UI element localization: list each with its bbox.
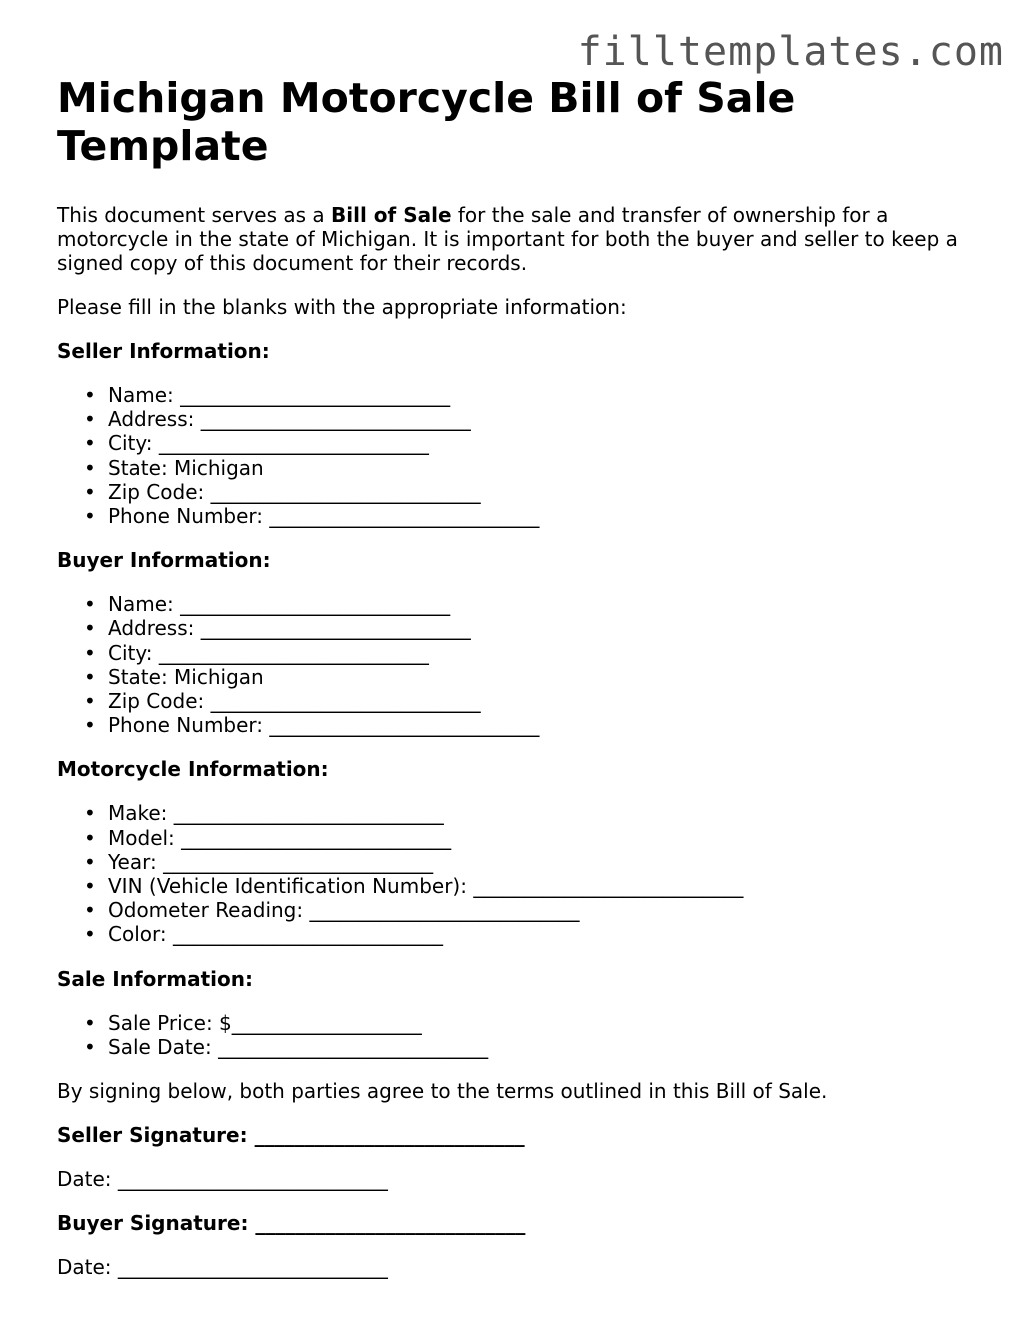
motorcycle-fields-list [57,801,987,946]
seller-address-field[interactable]: • Address: ___________________________ [108,407,987,431]
buyer-state-field: • State: Michigan [108,665,987,689]
page-title: Michigan Motorcycle Bill of Sale Template [57,74,796,170]
instructions: Please fill in the blanks with the appropriate information: [57,295,627,319]
seller-fields-list [57,383,987,528]
sale-section-title: Sale Information: [57,966,253,991]
buyer-fields-list [57,592,987,737]
motorcycle-odometer-field[interactable]: • Odometer Reading: ___________________________ [108,898,987,922]
seller-section-title: Seller Information: [57,339,270,363]
watermark-logo: filltemplates.com [577,29,1004,75]
buyer-address-field[interactable]: • Address: ___________________________ [108,616,987,640]
buyer-city-field[interactable]: • City: ___________________________ [108,641,987,665]
buyer-zip-field[interactable]: • Zip Code: ___________________________ [108,689,987,713]
buyer-signature-field[interactable]: Buyer Signature: ___________________________ [57,1211,526,1236]
intro-text-before: This document serves as a [57,203,332,227]
motorcycle-vin-field[interactable]: • VIN (Vehicle Identification Number): ___________________________ [108,874,987,898]
buyer-date-field[interactable]: Date: ___________________________ [57,1255,388,1280]
agreement-statement: By signing below, both parties agree to the terms outlined in this Bill of Sale. [57,1079,828,1104]
motorcycle-make-field[interactable]: • Make: ___________________________ [108,801,987,825]
buyer-section-title: Buyer Information: [57,548,271,573]
buyer-phone-field[interactable]: • Phone Number: ___________________________ [108,713,987,737]
motorcycle-section-title: Motorcycle Information: [57,757,329,782]
seller-city-field[interactable]: • City: ___________________________ [108,431,987,455]
motorcycle-model-field[interactable]: • Model: ___________________________ [108,826,987,850]
intro-paragraph [57,203,987,275]
intro-bold-term: Bill of Sale [331,203,452,227]
seller-phone-field[interactable]: • Phone Number: ___________________________ [108,504,987,528]
seller-zip-field[interactable]: • Zip Code: ___________________________ [108,480,987,504]
motorcycle-year-field[interactable]: • Year: ___________________________ [108,850,987,874]
sale-price-field[interactable]: • Sale Price: $___________________ [108,1011,987,1035]
document-body [57,74,987,1279]
motorcycle-color-field[interactable]: • Color: ___________________________ [108,922,987,946]
buyer-name-field[interactable]: • Name: ___________________________ [108,592,987,616]
seller-date-field[interactable]: Date: ___________________________ [57,1167,388,1192]
seller-signature-field[interactable]: Seller Signature: ___________________________ [57,1123,525,1148]
intro-text-after: for the sale and transfer of ownership for a motorcycle in the state of Michigan. It is important for both the buyer and seller to keep a signed copy of this document for their records. [57,203,958,275]
seller-name-field[interactable]: • Name: ___________________________ [108,383,987,407]
seller-state-field: • State: Michigan [108,456,987,480]
sale-date-field[interactable]: • Sale Date: ___________________________ [108,1035,987,1059]
sale-fields-list [57,1011,987,1059]
